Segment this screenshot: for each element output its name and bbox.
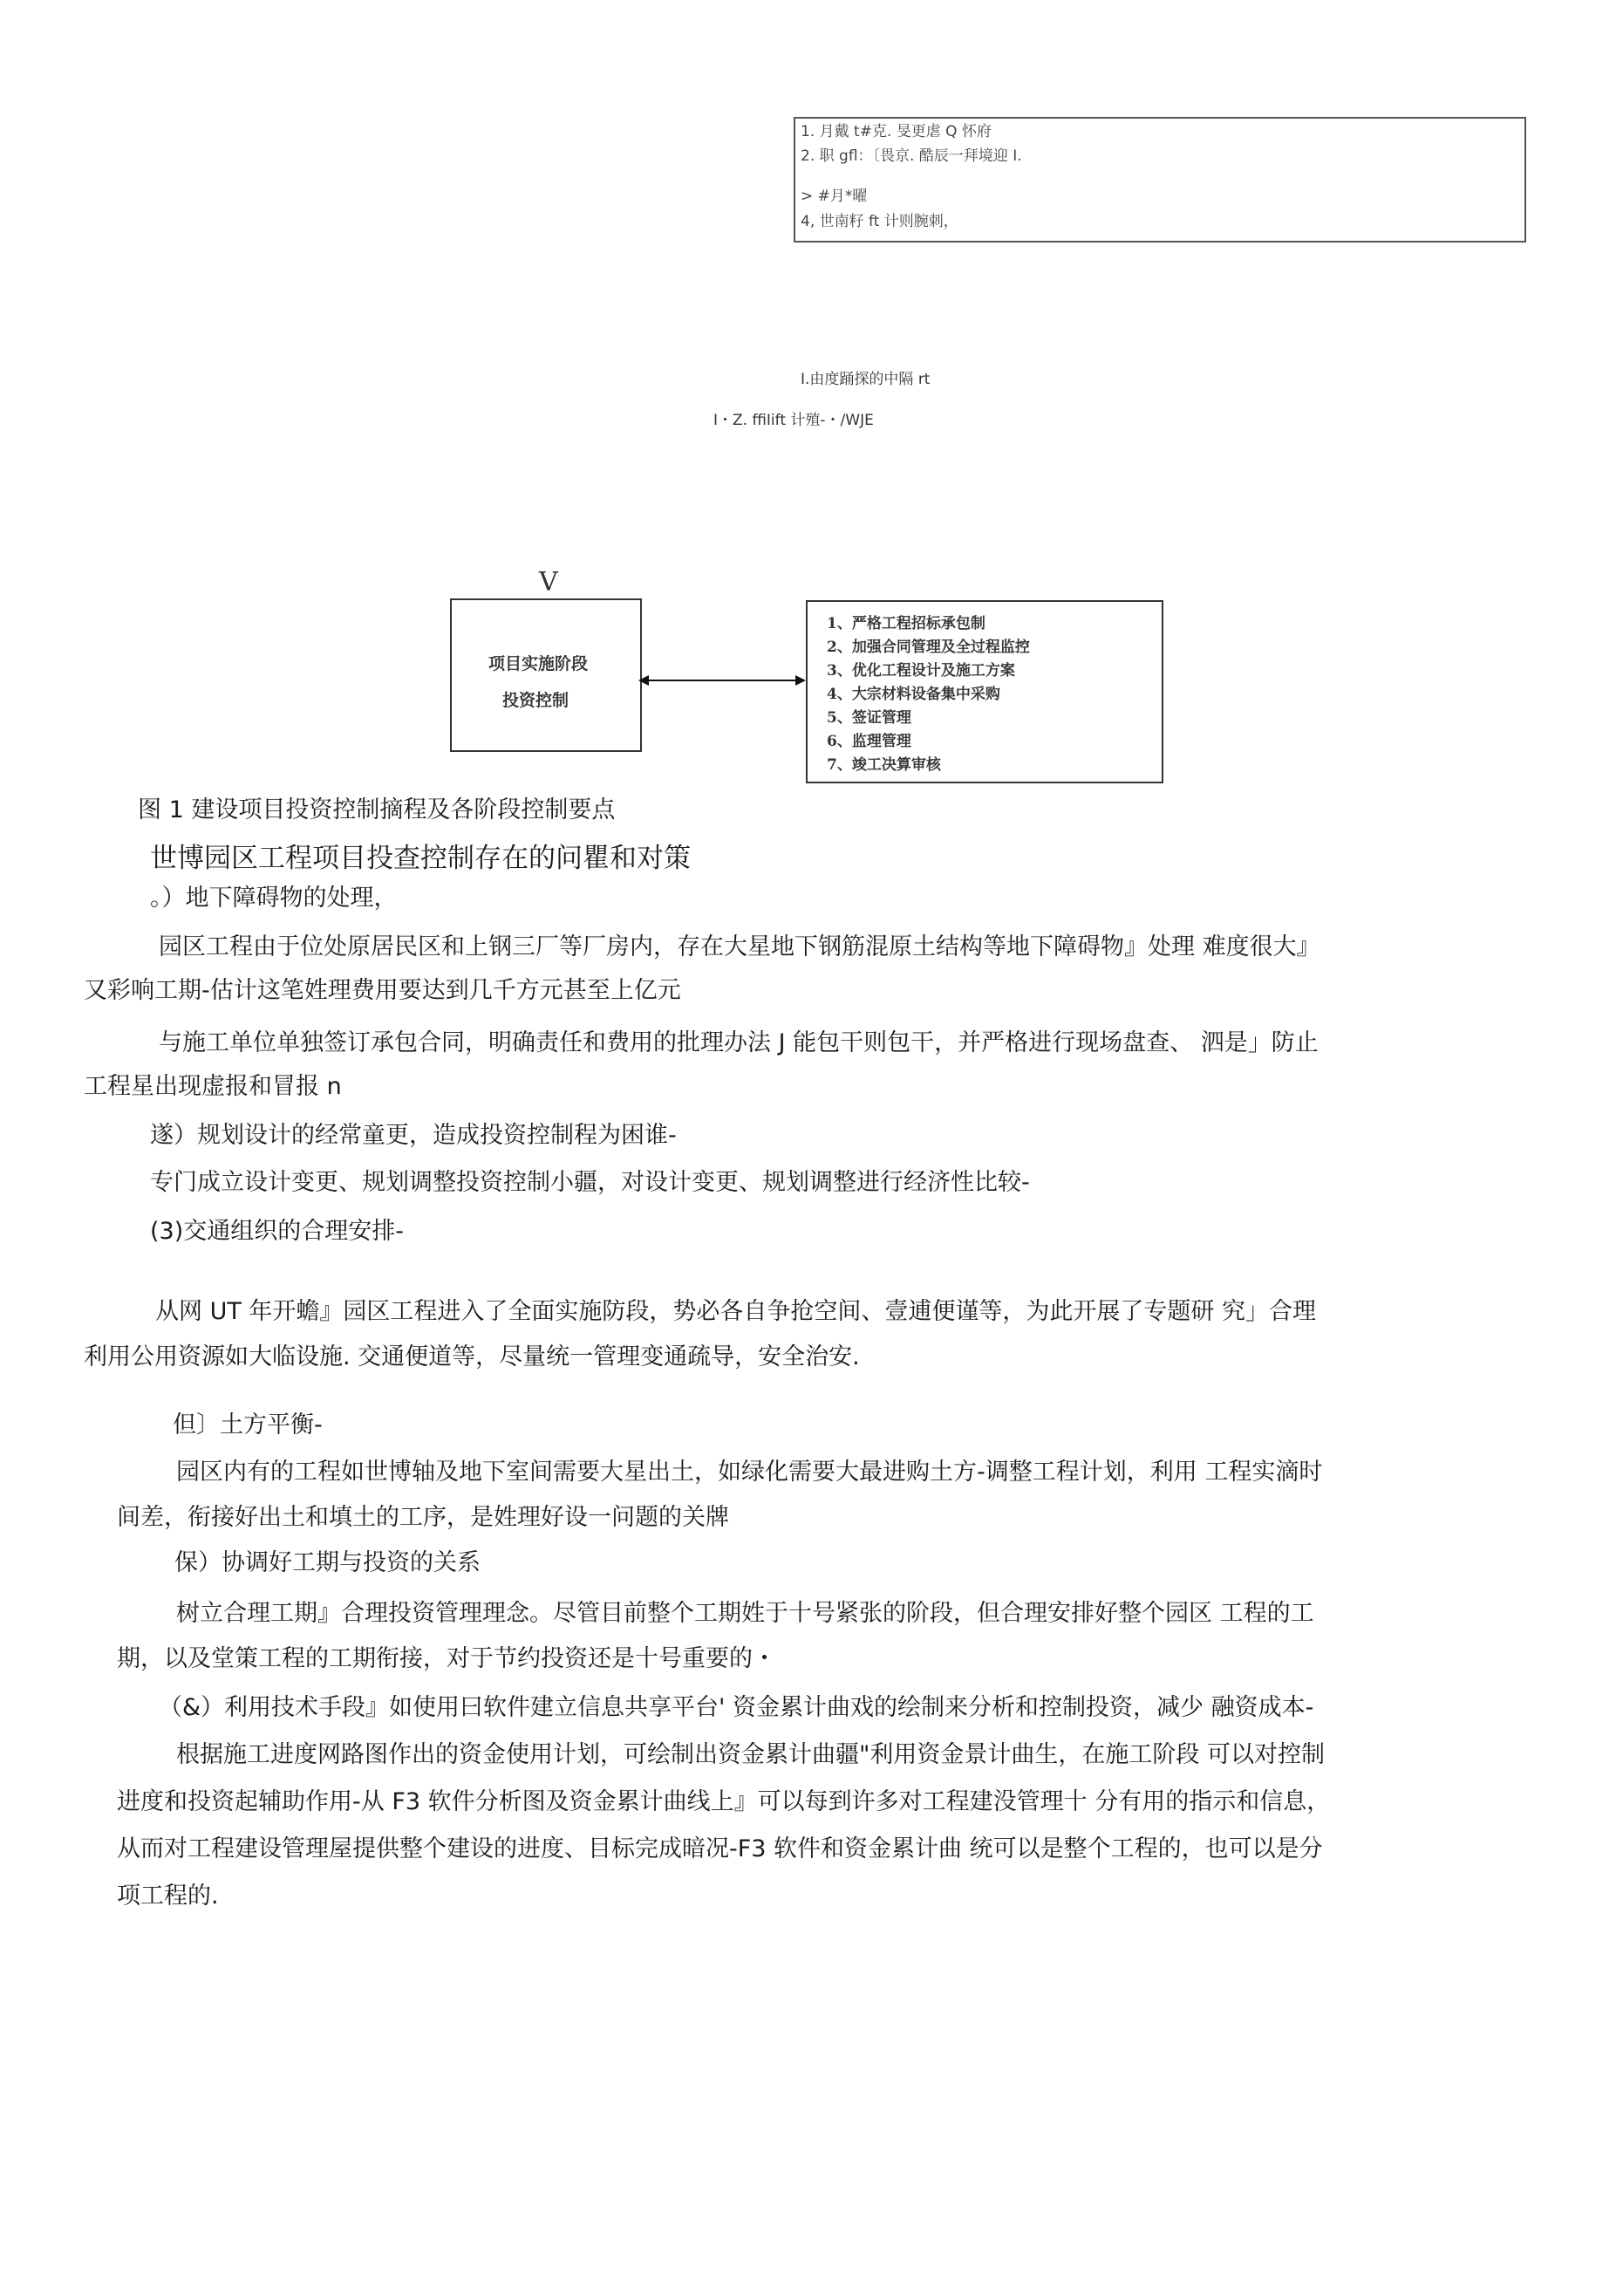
para-line-4: 与施工单位单独签订承包合同，明确责任和费用的批理办法 J 能包干则包干，并严格进行现场盘查、 泗是」防止 bbox=[159, 1029, 1319, 1056]
stage-box-line-1: 项目实施阶段 bbox=[488, 654, 589, 673]
para-line-20: 从而对工程建设管理屋提供整个建设的进度、目标完成暗况-F3 软件和资金累计曲 统可以是整个工程的，也可以是分 bbox=[117, 1835, 1323, 1862]
double-arrow-connector bbox=[637, 672, 808, 689]
control-item-4: 4、大宗材料设备集中采购 bbox=[827, 686, 1000, 703]
para-line-13: 间差，衔接好出土和填土的工序，是姓理好设一问题的关牌 bbox=[117, 1504, 729, 1531]
para-line-3: 又彩响工期-估计这笔姓理费用要达到几千方元甚至上亿元 bbox=[84, 977, 681, 1004]
control-item-2: 2、加强合同管理及全过程监控 bbox=[827, 639, 1030, 656]
section-heading: 世博园区工程项目投查控制存在的问瞿和对策 bbox=[150, 843, 691, 874]
para-line-2: 园区工程由于位处原居民区和上钢三厂等厂房内，存在大星地下钢筋混原土结构等地下障碍物』处理 难度很大』 bbox=[159, 933, 1320, 960]
top-list-box bbox=[794, 117, 1526, 243]
para-line-16: 期，以及堂策工程的工期衔接，对于节约投资还是十号重要的・ bbox=[117, 1645, 776, 1672]
para-line-9: 从网 UT 年开蟾』园区工程进入了全面实施防段，势必各自争抢空间、壹逋便谨等，为此开展了专题研 究」合理 bbox=[155, 1298, 1317, 1325]
para-line-8: (3)交通组织的合理安排- bbox=[150, 1218, 404, 1245]
control-item-3: 3、优化工程设计及施工方案 bbox=[827, 662, 1015, 680]
para-line-19: 进度和投资起辅助作用-从 F3 软件分析图及资金累计曲线上』可以每到许多对工程建没管理十 分有用的指示和信息， bbox=[117, 1788, 1331, 1815]
stage-box-line-2: 投资控制 bbox=[502, 691, 569, 710]
para-line-7: 专门成立设计变更、规划调整投资控制小疆，对设计变更、规划调整进行经济性比较- bbox=[150, 1169, 1030, 1196]
control-item-5: 5、签证管理 bbox=[827, 709, 911, 727]
para-line-12: 园区内有的工程如世博轴及地下室间需要大星出土，如绿化需要大最进购土方-调整工程计划，利用 工程实滴时 bbox=[176, 1459, 1323, 1486]
top-list-line-4: 4, 世南籽 ft 计则腕刺， bbox=[801, 213, 958, 230]
para-line-5: 工程星出现虚报和冒报 n bbox=[84, 1073, 342, 1100]
para-line-17: （&）利用技术手段』如使用曰软件建立信息共享平台' 资金累计曲戏的绘制来分析和控制投资，减少 融资成本- bbox=[159, 1694, 1314, 1721]
mid-line-2: I・Z. ffiIift 计殖-・/WJE bbox=[713, 412, 874, 429]
para-line-21: 项工程的. bbox=[117, 1883, 219, 1910]
para-line-15: 树立合理工期』合理投资管理理念。尽管目前整个工期姓于十号紧张的阶段，但合理安排好整个园区 工程的工 bbox=[176, 1600, 1314, 1627]
stage-box bbox=[450, 598, 642, 752]
arrow-down-glyph: V bbox=[539, 567, 558, 598]
control-item-1: 1、严格工程招标承包制 bbox=[827, 615, 985, 632]
para-line-18: 根据施工进度网路图作出的资金使用计划，可绘制出资金累计曲疆"利用资金景计曲生，在施工阶段 可以对控制 bbox=[176, 1741, 1325, 1768]
control-item-6: 6、监理管理 bbox=[827, 733, 911, 750]
control-item-7: 7、竣工决算审核 bbox=[827, 756, 941, 774]
para-line-6: 遂）规划设计的经常童更，造成投资控制程为困谁- bbox=[150, 1122, 677, 1149]
figure-caption: 图 1 建设项目投资控制摘程及各阶段控制要点 bbox=[138, 796, 616, 823]
para-line-11: 但〕土方平衡- bbox=[173, 1411, 323, 1438]
para-line-10: 利用公用资源如大临设施. 交通便道等，尽量统一管理变通疏导，安全治安. bbox=[84, 1343, 860, 1370]
top-list-line-3: > #月*曜 bbox=[801, 188, 868, 205]
para-line-14: 保）协调好工期与投资的关系 bbox=[174, 1549, 481, 1576]
top-list-line-2: 2. 职 gfl：〔畏京. 酷辰一拜境迎 I. bbox=[801, 147, 1022, 165]
mid-line-1: I.由度踊探的中隔 rt bbox=[801, 371, 931, 388]
control-points-box bbox=[806, 600, 1163, 783]
para-line-1: 。）地下障碍物的处理， bbox=[150, 885, 398, 912]
top-list-line-1: 1. 月戴 t#克. 旻更虐 Q 怀府 bbox=[801, 123, 992, 140]
